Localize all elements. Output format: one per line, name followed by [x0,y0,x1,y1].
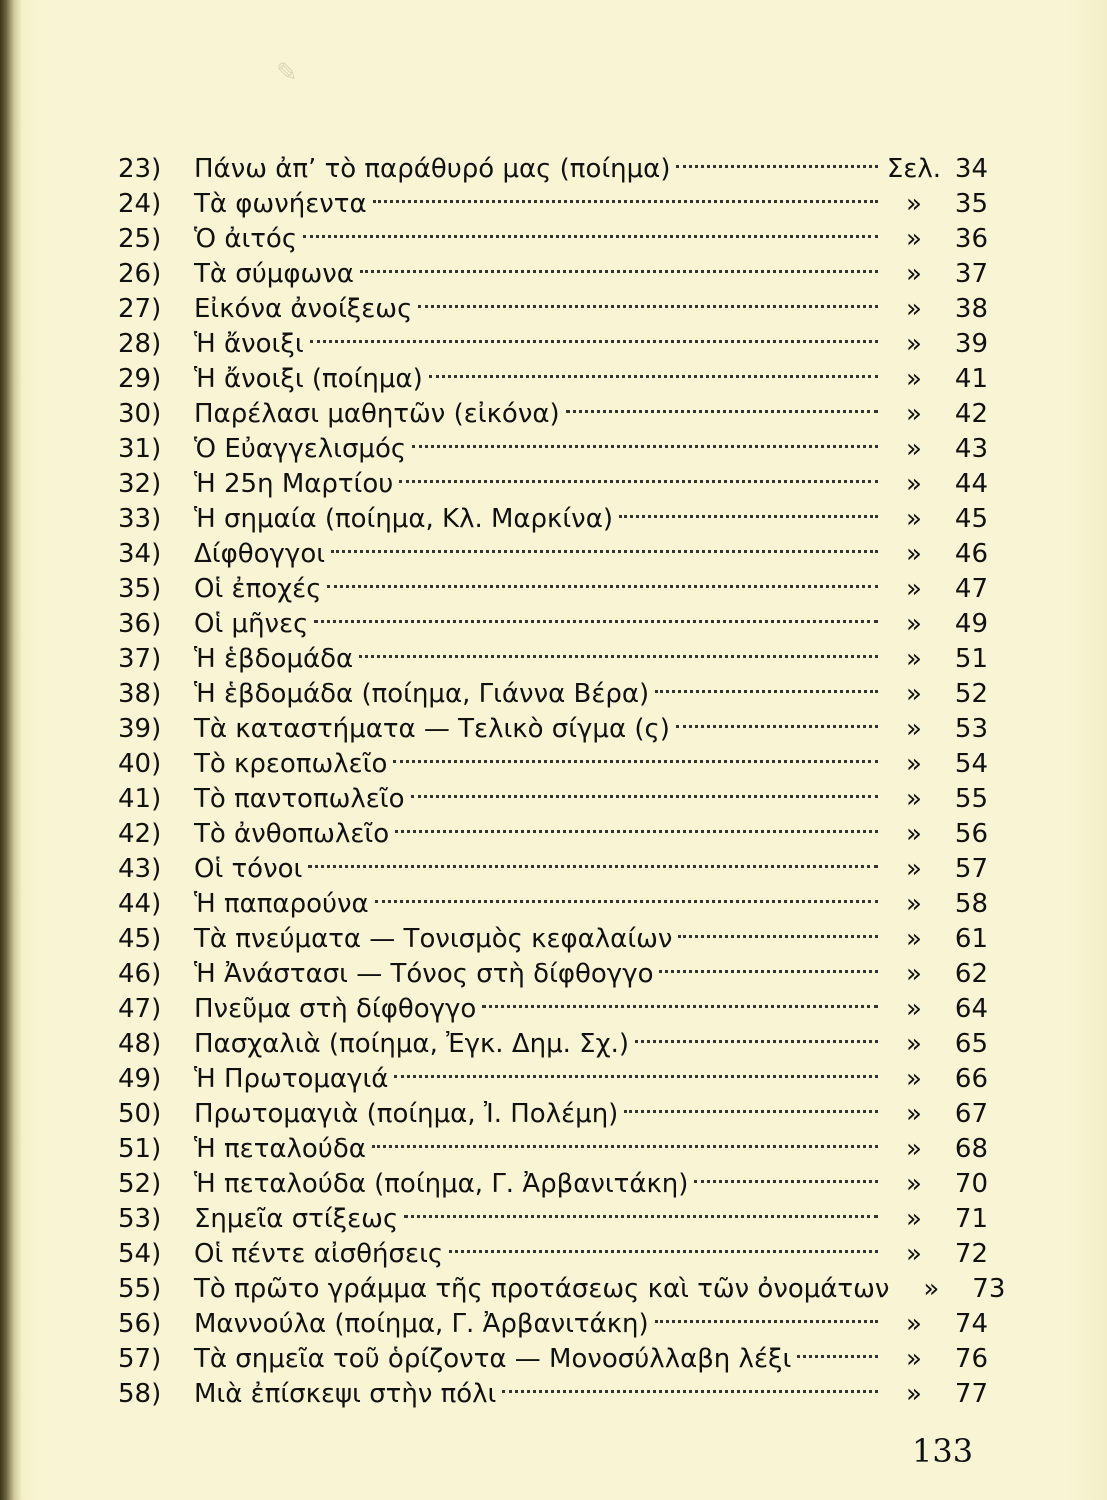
entry-title: Τὰ σημεῖα τοῦ ὁρίζοντα — Μονοσύλλαβη λέξι [194,1344,792,1374]
dot-leader [412,422,878,457]
dot-leader [327,562,878,597]
entry-title: Παρέλασι μαθητῶν (εἰκόνα) [194,399,560,429]
entry-number: 38) [118,679,162,709]
entry-number: 23) [118,154,162,184]
page-marker: » [906,1379,922,1409]
dot-leader [676,702,878,737]
dot-leader [375,877,878,912]
entry-title: Τὸ παντοπωλεῖο [194,784,405,814]
entry-number: 33) [118,504,162,534]
entry-title: Εἰκόνα ἀνοίξεως [194,294,413,324]
dot-leader [694,1157,878,1192]
entry-number: 36) [118,609,162,639]
page-marker: » [906,434,922,464]
page-marker: » [906,994,922,1024]
entry-number: 25) [118,224,162,254]
entry-page: 72 [954,1239,988,1269]
table-of-contents [118,142,1006,1409]
page-marker: » [906,1309,922,1339]
entry-page: 43 [954,434,988,464]
entry-number: 26) [118,259,162,289]
entry-number: 40) [118,749,162,779]
entry-page: 58 [954,889,988,919]
ink-smudge-icon: ✎ [276,58,298,88]
entry-number: 48) [118,1029,162,1059]
page-marker: Σελ. [886,154,942,184]
page-marker: » [906,1064,922,1094]
entry-page: 61 [954,924,988,954]
page-marker: » [906,609,922,639]
entry-page: 51 [954,644,988,674]
entry-number: 24) [118,189,162,219]
page-marker: » [906,224,922,254]
page-marker: » [906,364,922,394]
dot-leader [676,142,878,177]
entry-title: Τὸ ἀνθοπωλεῖο [194,819,390,849]
page-marker: » [906,469,922,499]
dot-leader [655,1297,878,1332]
page-marker: » [906,399,922,429]
entry-number: 44) [118,889,162,919]
entry-title: Ἡ Πρωτομαγιά [194,1064,389,1094]
entry-title: Τὰ σύμφωνα [194,259,354,289]
dot-leader [449,1227,878,1262]
entry-title: Μιὰ ἐπίσκεψι στὴν πόλι [194,1379,497,1409]
entry-page: 73 [972,1274,1006,1304]
dot-leader [624,1087,878,1122]
page-marker: » [906,539,922,569]
entry-number: 28) [118,329,162,359]
dot-leader [635,1017,878,1052]
entry-title: Οἱ μῆνες [194,609,309,639]
page-marker: » [906,644,922,674]
entry-title: Ἡ πεταλούδα (ποίημα, Γ. Ἀρβανιτάκη) [194,1169,689,1199]
entry-title: Ἡ παπαρούνα [194,889,369,919]
entry-page: 56 [954,819,988,849]
toc-entry [118,142,988,184]
page-marker: » [906,574,922,604]
entry-page: 62 [954,959,988,989]
entry-number: 31) [118,434,162,464]
page-marker: » [906,1029,922,1059]
entry-page: 38 [954,294,988,324]
entry-number: 39) [118,714,162,744]
dot-leader [399,457,878,492]
entry-title: Τὰ πνεύματα — Τονισμὸς κεφαλαίων [194,924,673,954]
dot-leader [418,282,878,317]
binding-edge [0,0,22,1500]
entry-page: 35 [954,189,988,219]
entry-title: Πνεῦμα στὴ δίφθογγο [194,994,477,1024]
entry-page: 57 [954,854,988,884]
page-marker: » [906,259,922,289]
entry-page: 76 [954,1344,988,1374]
page-marker: » [906,924,922,954]
entry-page: 41 [954,364,988,394]
page-marker: » [906,889,922,919]
dot-leader [619,492,878,527]
entry-number: 49) [118,1064,162,1094]
entry-number: 51) [118,1134,162,1164]
entry-number: 32) [118,469,162,499]
page-marker: » [923,1274,940,1304]
dot-leader [393,737,878,772]
entry-number: 45) [118,924,162,954]
entry-page: 36 [954,224,988,254]
page-marker: » [906,294,922,324]
entry-number: 29) [118,364,162,394]
entry-number: 46) [118,959,162,989]
page-marker: » [906,749,922,779]
entry-page: 34 [954,154,988,184]
page-marker: » [906,1204,922,1234]
entry-page: 47 [954,574,988,604]
page-marker: » [906,854,922,884]
entry-number: 30) [118,399,162,429]
entry-title: Ἡ Ἀνάστασι — Τόνος στὴ δίφθογγο [194,959,654,989]
entry-page: 77 [954,1379,988,1409]
entry-page: 65 [954,1029,988,1059]
entry-title: Οἱ τόνοι [194,854,303,884]
page-marker: » [906,679,922,709]
entry-number: 27) [118,294,162,324]
entry-title: Τὰ καταστήματα — Τελικὸ σίγμα (ς) [194,714,670,744]
entry-title: Πρωτομαγιὰ (ποίημα, Ἰ. Πολέμη) [194,1099,619,1129]
dot-leader [655,667,878,702]
entry-title: Τὸ κρεοπωλεῖο [194,749,388,779]
entry-number: 58) [118,1379,162,1409]
entry-number: 43) [118,854,162,884]
entry-title: Σημεῖα στίξεως [194,1204,399,1234]
entry-title: Οἱ ἐποχές [194,574,322,604]
entry-page: 53 [954,714,988,744]
entry-title: Ἡ σημαία (ποίημα, Κλ. Μαρκίνα) [194,504,613,534]
entry-number: 53) [118,1204,162,1234]
entry-number: 35) [118,574,162,604]
entry-page: 66 [954,1064,988,1094]
entry-number: 41) [118,784,162,814]
entry-title: Τὸ πρῶτο γράμμα τῆς προτάσεως καὶ τῶν ὀνομάτων [194,1274,890,1304]
page-marker: » [906,189,922,219]
page-marker: » [906,329,922,359]
page-marker: » [906,504,922,534]
dot-leader [314,597,878,632]
dot-leader [797,1332,878,1367]
entry-page: 39 [954,329,988,359]
page-marker: » [906,819,922,849]
page-marker: » [906,1099,922,1129]
dot-leader [373,177,878,212]
dot-leader [659,947,878,982]
entry-number: 42) [118,819,162,849]
dot-leader [566,387,878,422]
page-number: 133 [912,1432,974,1470]
entry-number: 37) [118,644,162,674]
entry-page: 67 [954,1099,988,1129]
entry-number: 55) [118,1274,162,1304]
dot-leader [395,807,878,842]
entry-title: Ἡ 25η Μαρτίου [194,469,394,499]
entry-number: 54) [118,1239,162,1269]
page-marker: » [906,1169,922,1199]
dot-leader [429,352,878,387]
entry-number: 34) [118,539,162,569]
entry-title: Ἡ ἑβδομάδα (ποίημα, Γιάννα Βέρα) [194,679,650,709]
entry-page: 42 [954,399,988,429]
entry-title: Ὁ ἀιτός [194,224,298,254]
entry-number: 57) [118,1344,162,1374]
entry-title: Τὰ φωνήεντα [194,189,367,219]
entry-page: 46 [954,539,988,569]
page-marker: » [906,784,922,814]
entry-title: Ἡ ἑβδομάδα [194,644,354,674]
dot-leader [303,212,878,247]
dot-leader [308,842,878,877]
entry-page: 44 [954,469,988,499]
page-marker: » [906,714,922,744]
entry-page: 74 [954,1309,988,1339]
entry-title: Ἡ ἄνοιξι [194,329,304,359]
entry-page: 37 [954,259,988,289]
entry-title: Ἡ πεταλούδα [194,1134,366,1164]
dot-leader [678,912,878,947]
dot-leader [359,632,878,667]
entry-title: Ὁ Εὐαγγελισμός [194,434,407,464]
dot-leader [372,1122,878,1157]
entry-page: 68 [954,1134,988,1164]
dot-leader [411,772,878,807]
dot-leader [394,1052,878,1087]
entry-page: 71 [954,1204,988,1234]
dot-leader [360,247,878,282]
dot-leader [502,1367,878,1402]
entry-number: 47) [118,994,162,1024]
entry-title: Πασχαλιὰ (ποίημα, Ἐγκ. Δημ. Σχ.) [194,1029,630,1059]
entry-title: Δίφθογγοι [194,539,326,569]
dot-leader [331,527,878,562]
entry-page: 55 [954,784,988,814]
page-marker: » [906,1239,922,1269]
entry-page: 49 [954,609,988,639]
entry-page: 64 [954,994,988,1024]
entry-number: 52) [118,1169,162,1199]
page-marker: » [906,1134,922,1164]
entry-number: 56) [118,1309,162,1339]
page-marker: » [906,959,922,989]
dot-leader [310,317,878,352]
entry-title: Ἡ ἄνοιξι (ποίημα) [194,364,423,394]
entry-page: 70 [954,1169,988,1199]
entry-page: 54 [954,749,988,779]
dot-leader [404,1192,878,1227]
page-marker: » [906,1344,922,1374]
dot-leader [482,982,878,1017]
entry-page: 52 [954,679,988,709]
entry-number: 50) [118,1099,162,1129]
entry-title: Οἱ πέντε αἰσθήσεις [194,1239,444,1269]
entry-title: Πάνω ἀπ’ τὸ παράθυρό μας (ποίημα) [194,154,671,184]
entry-title: Μαννούλα (ποίημα, Γ. Ἀρβανιτάκη) [194,1309,649,1339]
entry-page: 45 [954,504,988,534]
